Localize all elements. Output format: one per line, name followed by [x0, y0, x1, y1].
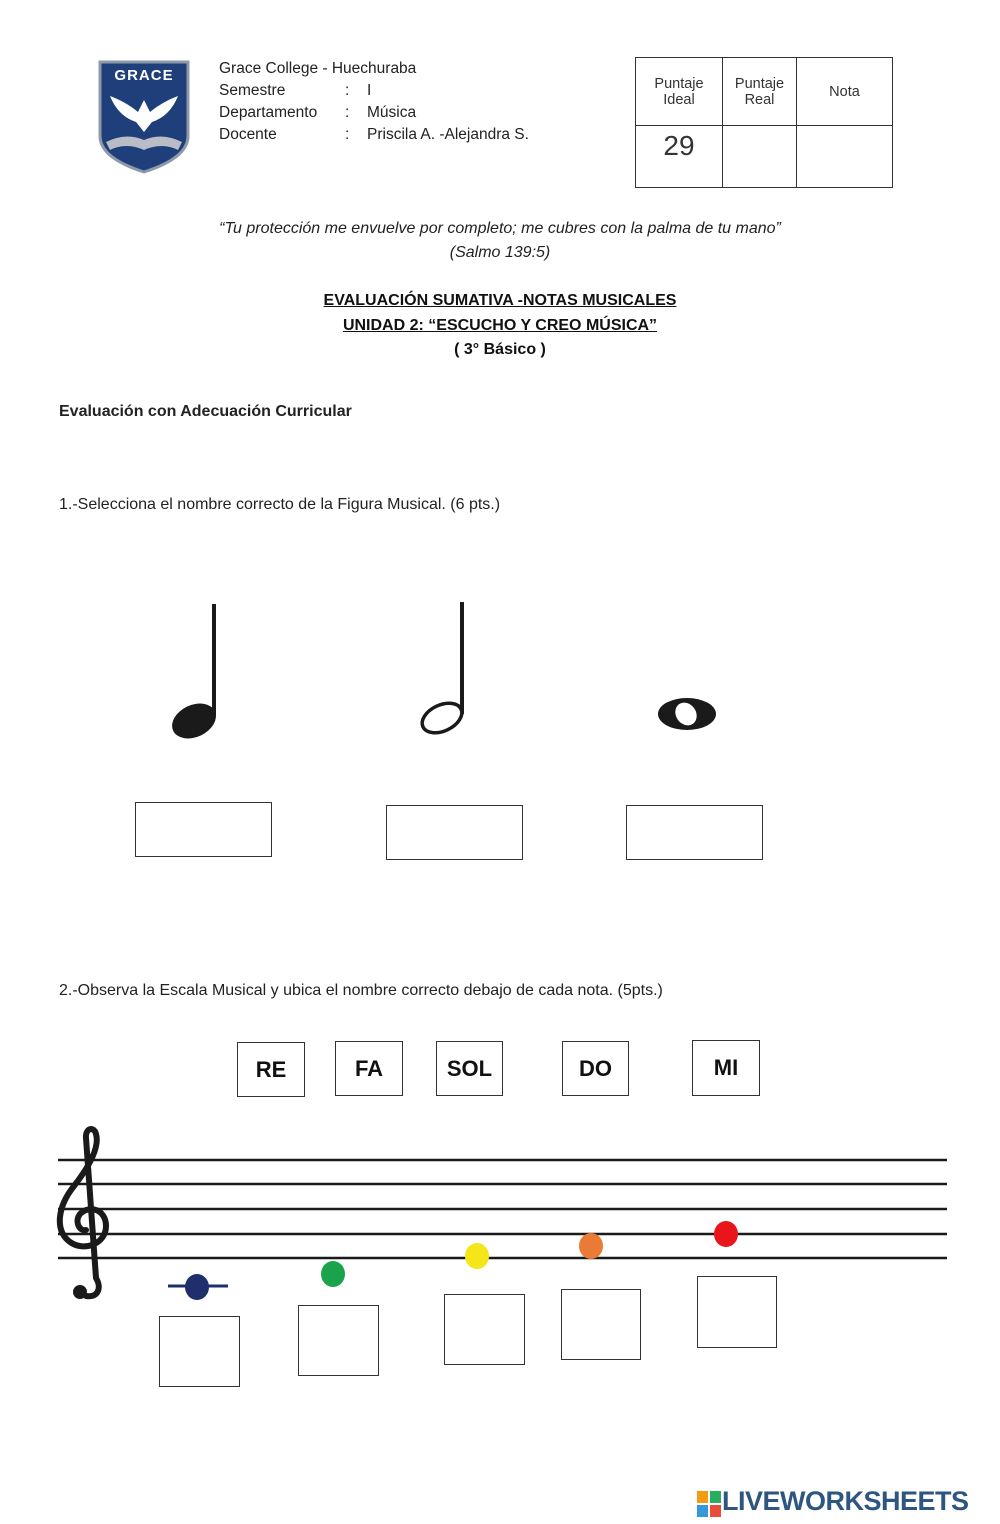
school-name: Grace College - Huechuraba	[219, 60, 417, 77]
real-score-value	[723, 126, 797, 188]
note-mi	[465, 1243, 489, 1269]
answer-box-quarter-note[interactable]	[135, 802, 272, 857]
note-fa	[579, 1233, 603, 1259]
option-do[interactable]: DO	[562, 1041, 629, 1096]
header-value: Música	[367, 104, 417, 121]
quarter-note-icon	[160, 598, 230, 743]
answer-box-note-5[interactable]	[697, 1276, 777, 1348]
score-table	[635, 57, 893, 188]
question-2-text: 2.-Observa la Escala Musical y ubica el nombre correcto debajo de cada nota. (5pts.)	[59, 982, 663, 999]
grade-level: ( 3° Básico )	[454, 341, 546, 358]
ideal-label-line1: Puntaje	[654, 75, 704, 92]
header-label: Semestre	[219, 82, 286, 99]
whole-note-icon	[652, 692, 724, 738]
staff-lines	[58, 1160, 947, 1258]
grade-value	[797, 126, 893, 188]
option-fa[interactable]: FA	[335, 1041, 403, 1096]
question-1-text: 1.-Selecciona el nombre correcto de la Figura Musical. (6 pts.)	[59, 496, 501, 513]
answer-box-note-2[interactable]	[298, 1305, 379, 1376]
treble-clef-icon	[60, 1129, 106, 1299]
bible-reference: (Salmo 139:5)	[449, 244, 551, 261]
header-row-semestre	[219, 80, 619, 102]
answer-box-note-1[interactable]	[159, 1316, 240, 1387]
liveworksheets-logo-icon	[697, 1491, 721, 1517]
answer-box-whole-note[interactable]	[626, 805, 763, 860]
music-staff	[40, 1120, 960, 1320]
title-line2: UNIDAD 2: “ESCUCHO Y CREO MÚSICA”	[342, 317, 658, 334]
unit-title	[0, 317, 1000, 335]
option-sol[interactable]: SOL	[436, 1041, 503, 1096]
ideal-score-header	[636, 58, 723, 126]
note-re	[321, 1261, 345, 1287]
header-sep: :	[345, 104, 350, 121]
grade-header: Nota	[797, 58, 893, 126]
answer-box-half-note[interactable]	[386, 805, 523, 860]
header-row-docente	[219, 124, 619, 146]
half-note-icon	[408, 598, 478, 743]
answer-box-note-3[interactable]	[444, 1294, 525, 1365]
svg-text:GRACE: GRACE	[114, 67, 174, 84]
note-do	[185, 1274, 209, 1300]
option-re[interactable]: RE	[237, 1042, 305, 1097]
page-title	[0, 292, 1000, 310]
ideal-label-line2: Ideal	[663, 91, 695, 108]
header-label: Docente	[219, 126, 277, 143]
liveworksheets-brand[interactable]: LIVEWORKSHEETS	[722, 1486, 969, 1516]
real-label-line2: Real	[744, 91, 775, 108]
real-label-line1: Puntaje	[734, 75, 785, 92]
option-mi[interactable]: MI	[692, 1040, 760, 1096]
note-sol	[714, 1221, 738, 1247]
header-sep: :	[345, 82, 350, 99]
real-score-header	[723, 58, 797, 126]
header-row-departamento	[219, 102, 619, 124]
evaluation-subtitle: Evaluación con Adecuación Curricular	[59, 403, 352, 420]
school-logo	[96, 58, 192, 176]
header-value: I	[367, 82, 372, 99]
header-label: Departamento	[219, 104, 318, 121]
title-line1: EVALUACIÓN SUMATIVA -NOTAS MUSICALES	[323, 292, 677, 309]
ideal-score-value: 29	[636, 126, 723, 188]
header-sep: :	[345, 126, 350, 143]
bible-quote: “Tu protección me envuelve por completo; me cubres con la palma de tu mano”	[219, 220, 781, 237]
header-value: Priscila A. -Alejandra S.	[367, 126, 529, 143]
answer-box-note-4[interactable]	[561, 1289, 641, 1360]
